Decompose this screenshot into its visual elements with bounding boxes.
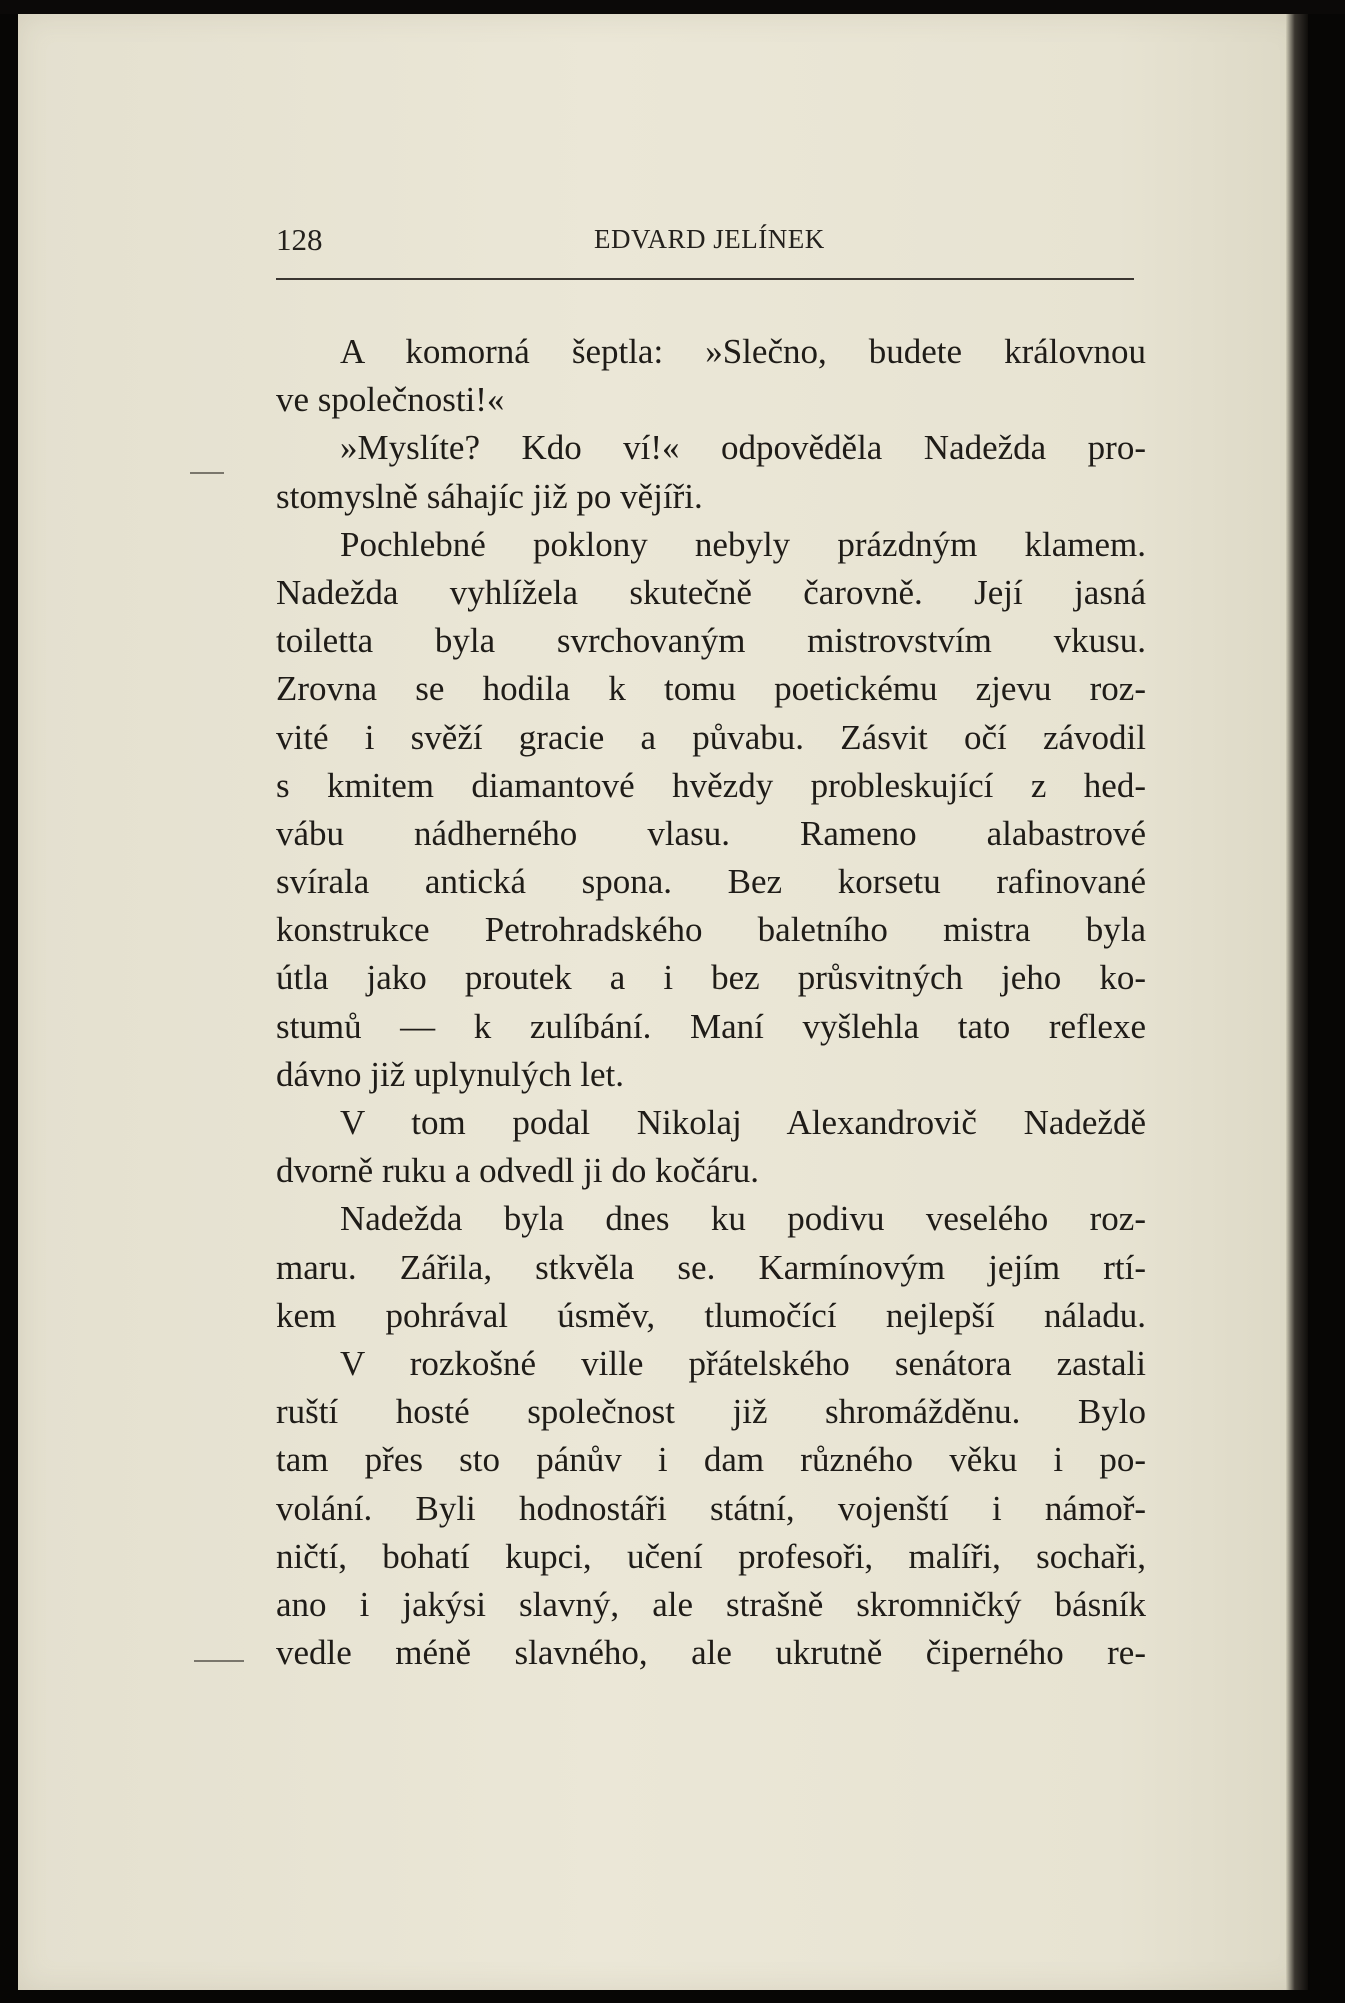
text-line: »Myslíte? Kdo ví!« odpověděla Nadežda pro-: [340, 428, 1146, 468]
page-binding-edge: [1286, 14, 1308, 1990]
text-line: Zrovna se hodila k tomu poetickému zjevu roz-: [276, 669, 1146, 709]
scan-top-edge: [0, 0, 1345, 14]
body-text: [276, 328, 1146, 1677]
page-header: [276, 222, 1146, 262]
text-line: dvorně ruku a odvedl ji do kočáru.: [276, 1151, 760, 1191]
text-line: s kmitem diamantové hvězdy probleskující z hed-: [276, 765, 1146, 805]
text-line: vité i svěží gracie a půvabu. Zásvit očí závodil: [276, 717, 1146, 757]
running-title: EDVARD JELÍNEK: [594, 224, 825, 254]
text-line: vedle méně slavného, ale ukrutně čiperného re-: [276, 1633, 1146, 1673]
text-line: vábu nádherného vlasu. Rameno alabastrové: [276, 813, 1146, 853]
text-line: maru. Zářila, stkvěla se. Karmínovým jejím rtí-: [276, 1247, 1146, 1287]
margin-mark: [194, 1660, 244, 1662]
margin-mark: [190, 472, 224, 474]
text-line: A komorná šeptla: »Slečno, budete královnou: [340, 332, 1146, 371]
text-line: dávno již uplynulých let.: [276, 1054, 624, 1094]
text-line: kem pohrával úsměv, tlumočící nejlepší náladu.: [276, 1295, 1146, 1335]
text-line: ve společnosti!«: [276, 380, 505, 420]
text-line: Nadežda vyhlížela skutečně čarovně. Její jasná: [276, 572, 1146, 612]
text-line: toiletta byla svrchovaným mistrovstvím vkusu.: [276, 621, 1146, 661]
text-line: ano i jakýsi slavný, ale strašně skromničký básník: [276, 1584, 1146, 1624]
text-line: stumů — k zulíbání. Maní vyšlehla tato reflexe: [276, 1006, 1146, 1046]
text-line: ničtí, bohatí kupci, učení profesoři, malíři, sochaři,: [276, 1536, 1146, 1576]
text-line: V rozkošné ville přátelského senátora zastali: [340, 1343, 1146, 1383]
header-rule: [276, 278, 1134, 280]
text-line: útla jako proutek a i bez průsvitných jeho ko-: [276, 958, 1146, 998]
text-line: ruští hosté společnost již shromážděnu. Bylo: [276, 1392, 1146, 1432]
text-line: tam přes sto pánův i dam různého věku i po-: [276, 1440, 1146, 1480]
text-line: svírala antická spona. Bez korsetu rafinované: [276, 862, 1146, 902]
text-line: stomyslně sáhajíc již po vějíři.: [276, 476, 703, 516]
page-number: 128: [276, 222, 323, 257]
text-line: Pochlebné poklony nebyly prázdným klamem.: [340, 524, 1146, 564]
text-line: konstrukce Petrohradského baletního mistra byla: [276, 910, 1146, 950]
text-line: Nadežda byla dnes ku podivu veselého roz-: [340, 1199, 1146, 1239]
text-line: V tom podal Nikolaj Alexandrovič Nadeždě: [340, 1103, 1146, 1142]
text-line: volání. Byli hodnostáři státní, vojenští i námoř-: [276, 1488, 1146, 1528]
